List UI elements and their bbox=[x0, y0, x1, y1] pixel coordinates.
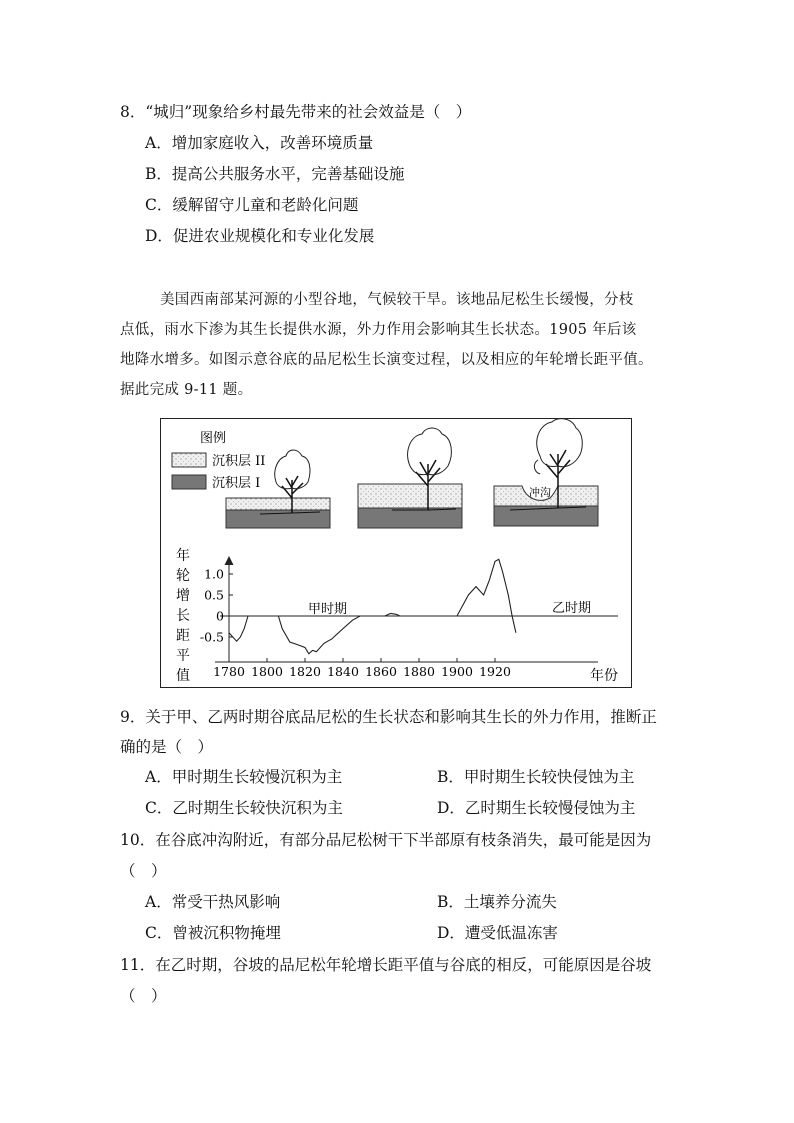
y-tick-label: 0 bbox=[216, 608, 224, 624]
q10-option-d: D．遭受低温冻害 bbox=[437, 924, 558, 942]
gully-label: 冲沟 bbox=[529, 486, 551, 499]
q10-option-c: C．曾被沉积物掩埋 bbox=[145, 924, 281, 942]
y-label-char: 值 bbox=[176, 668, 190, 684]
legend-label-layer1: 沉积层 I bbox=[212, 476, 261, 491]
y-tick-label: 1.0 bbox=[204, 566, 224, 582]
q10-stem-line-1: 10．在谷底冲沟附近，有部分品尼松树干下半部原有枝条消失，最可能是因为 bbox=[120, 831, 652, 849]
y-label-char: 平 bbox=[176, 648, 190, 664]
x-tick-label: 1860 bbox=[365, 664, 397, 679]
figure bbox=[160, 418, 632, 688]
x-tick-label: 1780 bbox=[213, 664, 245, 679]
y-label-char: 增 bbox=[176, 588, 190, 604]
q11-stem-line-1: 11．在乙时期，谷坡的品尼松年轮增长距平值与谷底的相反，可能原因是谷坡 bbox=[120, 956, 652, 974]
q9-option-b: B．甲时期生长较快侵蚀为主 bbox=[437, 768, 635, 786]
q9-stem-line-2: 确的是（ ） bbox=[120, 738, 214, 756]
x-tick-label: 1920 bbox=[479, 664, 511, 679]
passage-line-1: 美国西南部某河源的小型谷地，气候较干旱。该地品尼松生长缓慢，分枝 bbox=[160, 292, 634, 308]
passage-line-4: 据此完成 9-11 题。 bbox=[120, 382, 253, 398]
passage-line-3: 地降水增多。如图示意谷底的品尼松生长演变过程，以及相应的年轮增长距平值。 bbox=[120, 352, 653, 368]
x-tick-label: 1800 bbox=[251, 664, 283, 679]
legend-title: 图例 bbox=[200, 431, 227, 446]
q10-option-a: A．常受干热风影响 bbox=[145, 893, 281, 911]
y-tick-label: 0.5 bbox=[204, 587, 224, 603]
passage-line-2: 点低，雨水下渗为其生长提供水源，外力作用会影响其生长状态。1905 年后该 bbox=[120, 322, 637, 338]
q9-option-d: D．乙时期生长较慢侵蚀为主 bbox=[437, 799, 636, 817]
q8-option-a: A．增加家庭收入，改善环境质量 bbox=[145, 134, 374, 152]
q10-stem-line-2: （ ） bbox=[120, 862, 167, 880]
y-tick-label: -0.5 bbox=[199, 629, 224, 645]
x-axis-label: 年份 bbox=[590, 668, 618, 684]
q9-option-a: A．甲时期生长较慢沉积为主 bbox=[145, 768, 343, 786]
q8-option-d: D．促进农业规模化和专业化发展 bbox=[145, 227, 375, 245]
q8-option-c: C．缓解留守儿童和老龄化问题 bbox=[145, 196, 359, 214]
y-label-char: 年 bbox=[176, 548, 190, 564]
q11-stem-line-2: （ ） bbox=[120, 987, 167, 1005]
period-label-yi: 乙时期 bbox=[552, 601, 592, 616]
x-tick-label: 1900 bbox=[441, 664, 473, 679]
x-tick-label: 1820 bbox=[289, 664, 321, 679]
x-tick-label: 1840 bbox=[327, 664, 359, 679]
y-axis-label bbox=[176, 547, 190, 684]
legend-swatch-layer2 bbox=[172, 453, 206, 467]
q9-option-c: C．乙时期生长较快沉积为主 bbox=[145, 799, 343, 817]
legend-swatch-layer1 bbox=[172, 475, 206, 489]
q9-stem-line-1: 9．关于甲、乙两时期谷底品尼松的生长状态和影响其生长的外力作用，推断正 bbox=[120, 708, 657, 726]
y-label-char: 距 bbox=[176, 628, 190, 644]
y-label-char: 轮 bbox=[176, 568, 190, 584]
q8-option-b: B．提高公共服务水平，完善基础设施 bbox=[145, 165, 405, 183]
q10-option-b: B．土壤养分流失 bbox=[437, 893, 557, 911]
q8-stem: 8．“城归”现象给乡村最先带来的社会效益是（ ） bbox=[120, 103, 472, 121]
x-tick-label: 1880 bbox=[403, 664, 435, 679]
y-label-char: 长 bbox=[176, 608, 190, 624]
legend-label-layer2: 沉积层 II bbox=[212, 454, 266, 469]
period-label-jia: 甲时期 bbox=[308, 602, 348, 617]
